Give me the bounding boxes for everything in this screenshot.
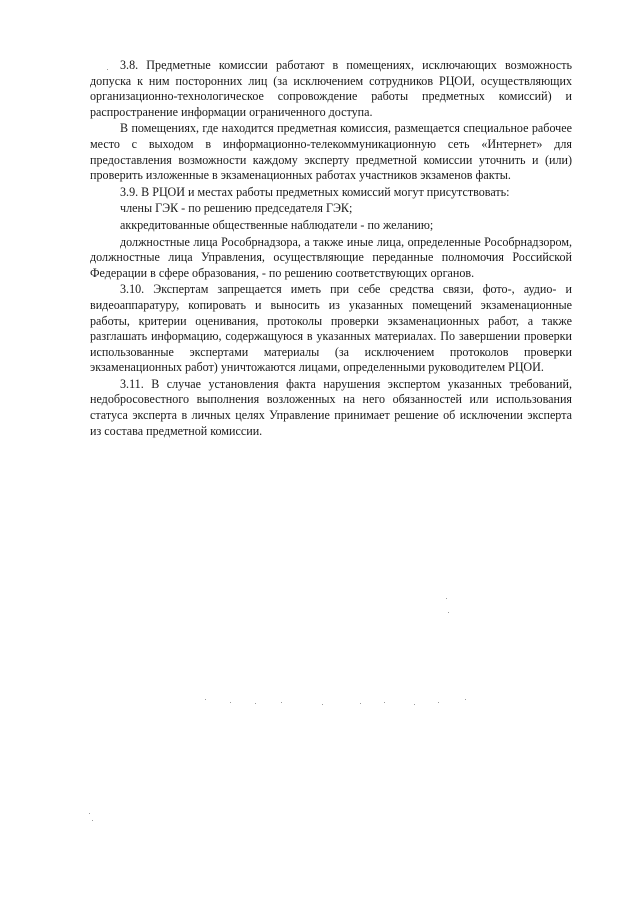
scan-speck [465,699,466,700]
paragraph-3-8: 3.8. Предметные комиссии работают в помещениях, исключающих возможность допуска к ним посторонних лиц (за исключением сотрудников РЦОИ, осуществляющих организационно-технологическое сопровождение работы предметных комиссий) и распространение информации ограниченного доступа. [90,58,572,119]
scan-speck [448,612,449,613]
scan-speck [384,702,385,703]
document-body [90,58,572,440]
scan-speck [255,703,256,704]
list-item-gek-members: члены ГЭК - по решению председателя ГЭК; [120,201,353,216]
list-item-officials: должностные лица Рособрнадзора, а также иные лица, определенные Рособрнадзором, должностные лица Управления, осуществляющие переданные полномочия Российской Федерации в сфере образования, - по решению соответствующих органов. [90,234,572,280]
paragraph-3-9: 3.9. В РЦОИ и местах работы предметных комиссий могут присутствовать: [120,184,510,199]
scan-speck [230,702,231,703]
scan-speck [281,702,282,703]
paragraph-3-10: 3.10. Экспертам запрещается иметь при себе средства связи, фото-, аудио- и видеоаппаратуру, копировать и выносить из указанных помещений экзаменационные работы, критерии оценивания, протоколы проверки экзаменационных работ, а также разглашать информацию, содержащуюся в указанных материалах. По завершении проверки использованные экспертами материалы (за исключением протоколов проверки экзаменационных работ) уничтожаются лицами, определенными руководителем РЦОИ. [90,282,572,375]
scan-speck [414,704,415,705]
scan-speck [107,69,108,70]
paragraph-3-11: 3.11. В случае установления факта нарушения экспертом указанных требований, недобросовестного выполнения возложенных на него обязанностей или использования статуса эксперта в личных целях Управление принимает решение об исключении эксперта из состава предметной комиссии. [90,376,572,438]
scan-speck [205,699,206,700]
scan-speck [322,704,323,705]
paragraph-workplace: В помещениях, где находится предметная комиссия, размещается специальное рабочее место с выходом в информационно-телекоммуникационную сеть «Интернет» для предоставления возможности каждому эксперту предметной комиссии уточнить и (или) проверить изложенные в экзаменационных работах участников экзаменов факты. [90,121,572,183]
scan-speck [446,598,447,599]
scan-speck [360,703,361,704]
list-item-observers: аккредитованные общественные наблюдатели - по желанию; [120,217,434,232]
scan-speck [89,813,90,814]
scan-speck [438,702,439,703]
scan-speck [92,820,93,821]
